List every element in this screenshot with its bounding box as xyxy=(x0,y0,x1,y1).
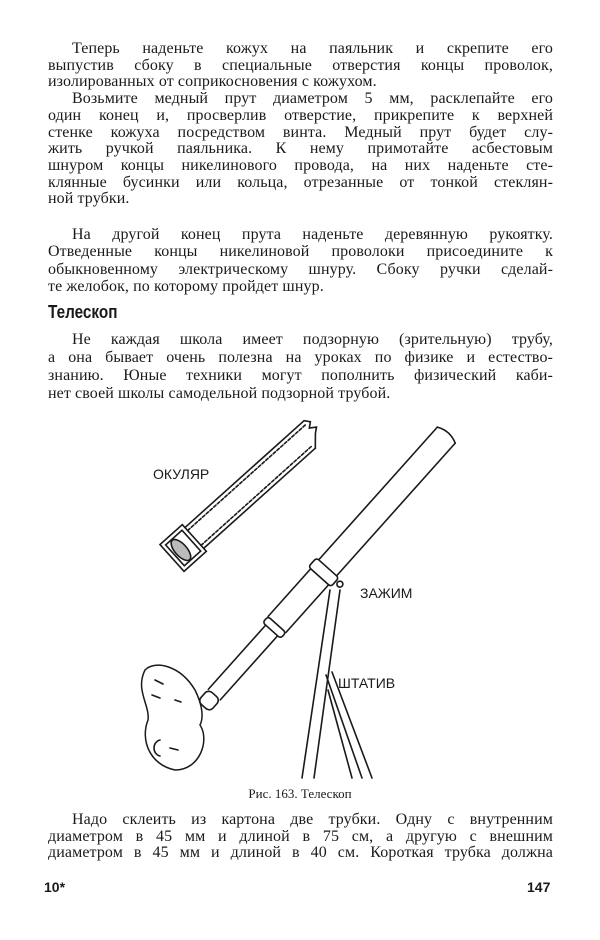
clamp-label: ЗАЖИМ xyxy=(360,585,413,601)
text-line: Не каждая школа имеет подзорную (зрительную) трубу, xyxy=(72,331,553,348)
text-line: те желобок, по которому пройдет шнур. xyxy=(48,277,324,295)
text-line: жить ручкой паяльника. К нему примотайте асбестовым xyxy=(48,140,553,158)
page-number: 147 xyxy=(527,879,551,895)
text-line: диаметром в 45 мм и длиной в 75 см, а другую с внешним xyxy=(48,827,553,845)
stand-label: ШТАТИВ xyxy=(338,675,396,691)
text-line: а она бывает очень полезна на уроках по физике и естество- xyxy=(48,349,553,366)
text-line: клянные бусинки или кольца, отрезанные от тонкой стеклян- xyxy=(48,173,553,191)
text-line: Теперь наденьте кожух на паяльник и скрепите его xyxy=(72,40,553,57)
text-line: знанию. Юные техники могут пополнить физический каби- xyxy=(48,367,553,384)
clamp xyxy=(308,558,338,587)
text-line: Возьмите медный прут диаметром 5 мм, расклепайте его xyxy=(72,90,553,108)
telescope-tube xyxy=(192,423,465,722)
text-line: Отведенные концы никелиновой проволоки присоедините к xyxy=(48,243,553,261)
text-line: один конец и, просверлив отверстие, прикрепите к верхней xyxy=(48,106,553,124)
eyepiece-label: ОКУЛЯР xyxy=(153,466,210,482)
observer-head xyxy=(142,665,204,770)
text-line: Надо склеить из картона две трубки. Одну с внутренним xyxy=(72,811,553,828)
text-line: выпустив сбоку в специальные отверстия концы проволок, xyxy=(48,56,553,74)
text-line: изолированных от соприкосновения с кожухом. xyxy=(48,73,377,91)
body-text-paragraph-5 xyxy=(48,812,553,862)
text-line: шнуром концы никелинового провода, на них наденьте сте- xyxy=(48,156,553,174)
signature-mark: 10* xyxy=(44,879,66,895)
text-line: нет своей школы самодельной подзорной трубой. xyxy=(48,385,391,402)
figure-caption: Рис. 163. Телескоп xyxy=(248,786,352,801)
text-line: На другой конец прута наденьте деревянную рукоятку. xyxy=(72,226,553,243)
eyepiece-cross-section xyxy=(160,414,329,571)
text-line: обыкновенному электрическому шнуру. Сбоку ручки сделай- xyxy=(48,260,553,278)
text-line: диаметром в 45 мм и длиной в 40 см. Короткая трубка должна xyxy=(48,844,553,861)
text-line: стенке кожуха посредством винта. Медный прут будет слу- xyxy=(48,123,553,141)
text-line: ной трубки. xyxy=(48,190,130,208)
section-heading: Телескоп xyxy=(48,302,118,322)
